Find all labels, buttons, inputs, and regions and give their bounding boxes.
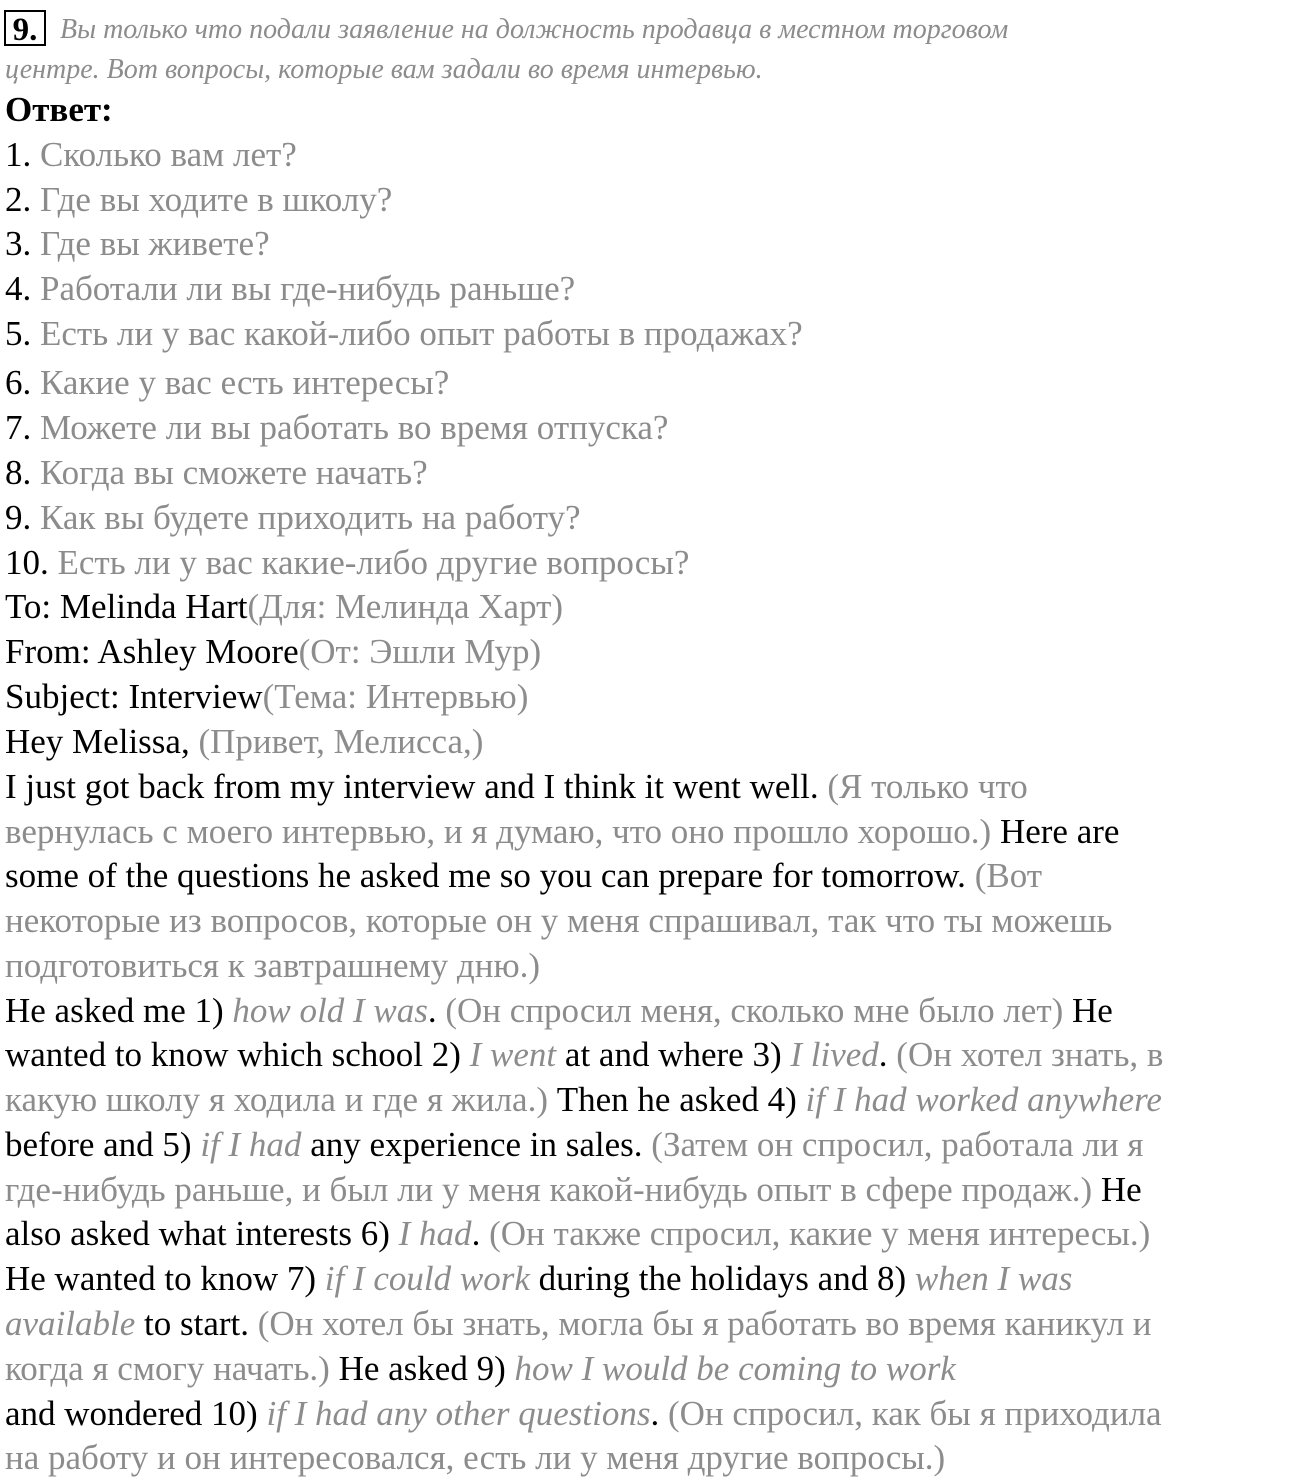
email-subject: Subject: Interview(Тема: Интервью) bbox=[5, 677, 529, 716]
question-5: 5. Есть ли у вас какой-либо опыт работы в продажах? bbox=[5, 314, 803, 353]
question-1: 1. Сколько вам лет? bbox=[5, 135, 297, 174]
answer-label: Ответ: bbox=[5, 90, 113, 129]
email-from: From: Ashley Moore(От: Эшли Мур) bbox=[5, 632, 542, 671]
task-text-line-2: центре. Вот вопросы, которые вам задали во время интервью. bbox=[5, 54, 763, 85]
body-line-1: I just got back from my interview and I think it went well. (Я только что bbox=[5, 767, 1028, 806]
question-6: 6. Какие у вас есть интересы? bbox=[5, 363, 450, 402]
body-line-10: где-нибудь раньше, и был ли у меня какой-нибудь опыт в сфере продаж.) He bbox=[5, 1170, 1142, 1209]
question-3: 3. Где вы живете? bbox=[5, 224, 270, 263]
body-line-15: and wondered 10) if I had any other questions. (Он спросил, как бы я приходила bbox=[5, 1394, 1162, 1433]
body-line-12: He wanted to know 7) if I could work during the holidays and 8) when I was bbox=[5, 1259, 1073, 1298]
body-line-8: какую школу я ходила и где я жила.) Then he asked 4) if I had worked anywhere bbox=[5, 1080, 1162, 1119]
email-to: To: Melinda Hart(Для: Мелинда Харт) bbox=[5, 587, 564, 626]
body-line-9: before and 5) if I had any experience in sales. (Затем он спросил, работала ли я bbox=[5, 1125, 1144, 1164]
question-4: 4. Работали ли вы где-нибудь раньше? bbox=[5, 269, 576, 308]
question-7: 7. Можете ли вы работать во время отпуска? bbox=[5, 408, 669, 447]
question-10: 10. Есть ли у вас какие-либо другие вопросы? bbox=[5, 543, 690, 582]
body-line-3: some of the questions he asked me so you can prepare for tomorrow. (Вот bbox=[5, 856, 1043, 895]
body-line-2: вернулась с моего интервью, и я думаю, что оно прошло хорошо.) Here are bbox=[5, 812, 1120, 851]
body-line-5: подготовиться к завтрашнему дню.) bbox=[5, 946, 541, 985]
body-line-7: wanted to know which school 2) I went at and where 3) I lived. (Он хотел знать, в bbox=[5, 1035, 1164, 1074]
body-line-6: He asked me 1) how old I was. (Он спросил меня, сколько мне было лет) He bbox=[5, 991, 1113, 1030]
body-line-16: на работу и он интересовался, есть ли у меня другие вопросы.) bbox=[5, 1438, 946, 1477]
body-line-4: некоторые из вопросов, которые он у меня спрашивал, так что ты можешь bbox=[5, 901, 1113, 940]
body-line-13: available to start. (Он хотел бы знать, могла бы я работать во время каникул и bbox=[5, 1304, 1152, 1343]
task-text-line-1: Вы только что подали заявление на должность продавца в местном торговом bbox=[60, 14, 1009, 45]
body-line-14: когда я смогу начать.) He asked 9) how I would be coming to work bbox=[5, 1349, 956, 1388]
question-2: 2. Где вы ходите в школу? bbox=[5, 180, 393, 219]
email-greeting: Hey Melissa, (Привет, Мелисса,) bbox=[5, 722, 484, 761]
task-number-badge: 9. bbox=[4, 10, 46, 46]
question-9: 9. Как вы будете приходить на работу? bbox=[5, 498, 581, 537]
body-line-11: also asked what interests 6) I had. (Он также спросил, какие у меня интересы.) bbox=[5, 1214, 1151, 1253]
question-8: 8. Когда вы сможете начать? bbox=[5, 453, 428, 492]
